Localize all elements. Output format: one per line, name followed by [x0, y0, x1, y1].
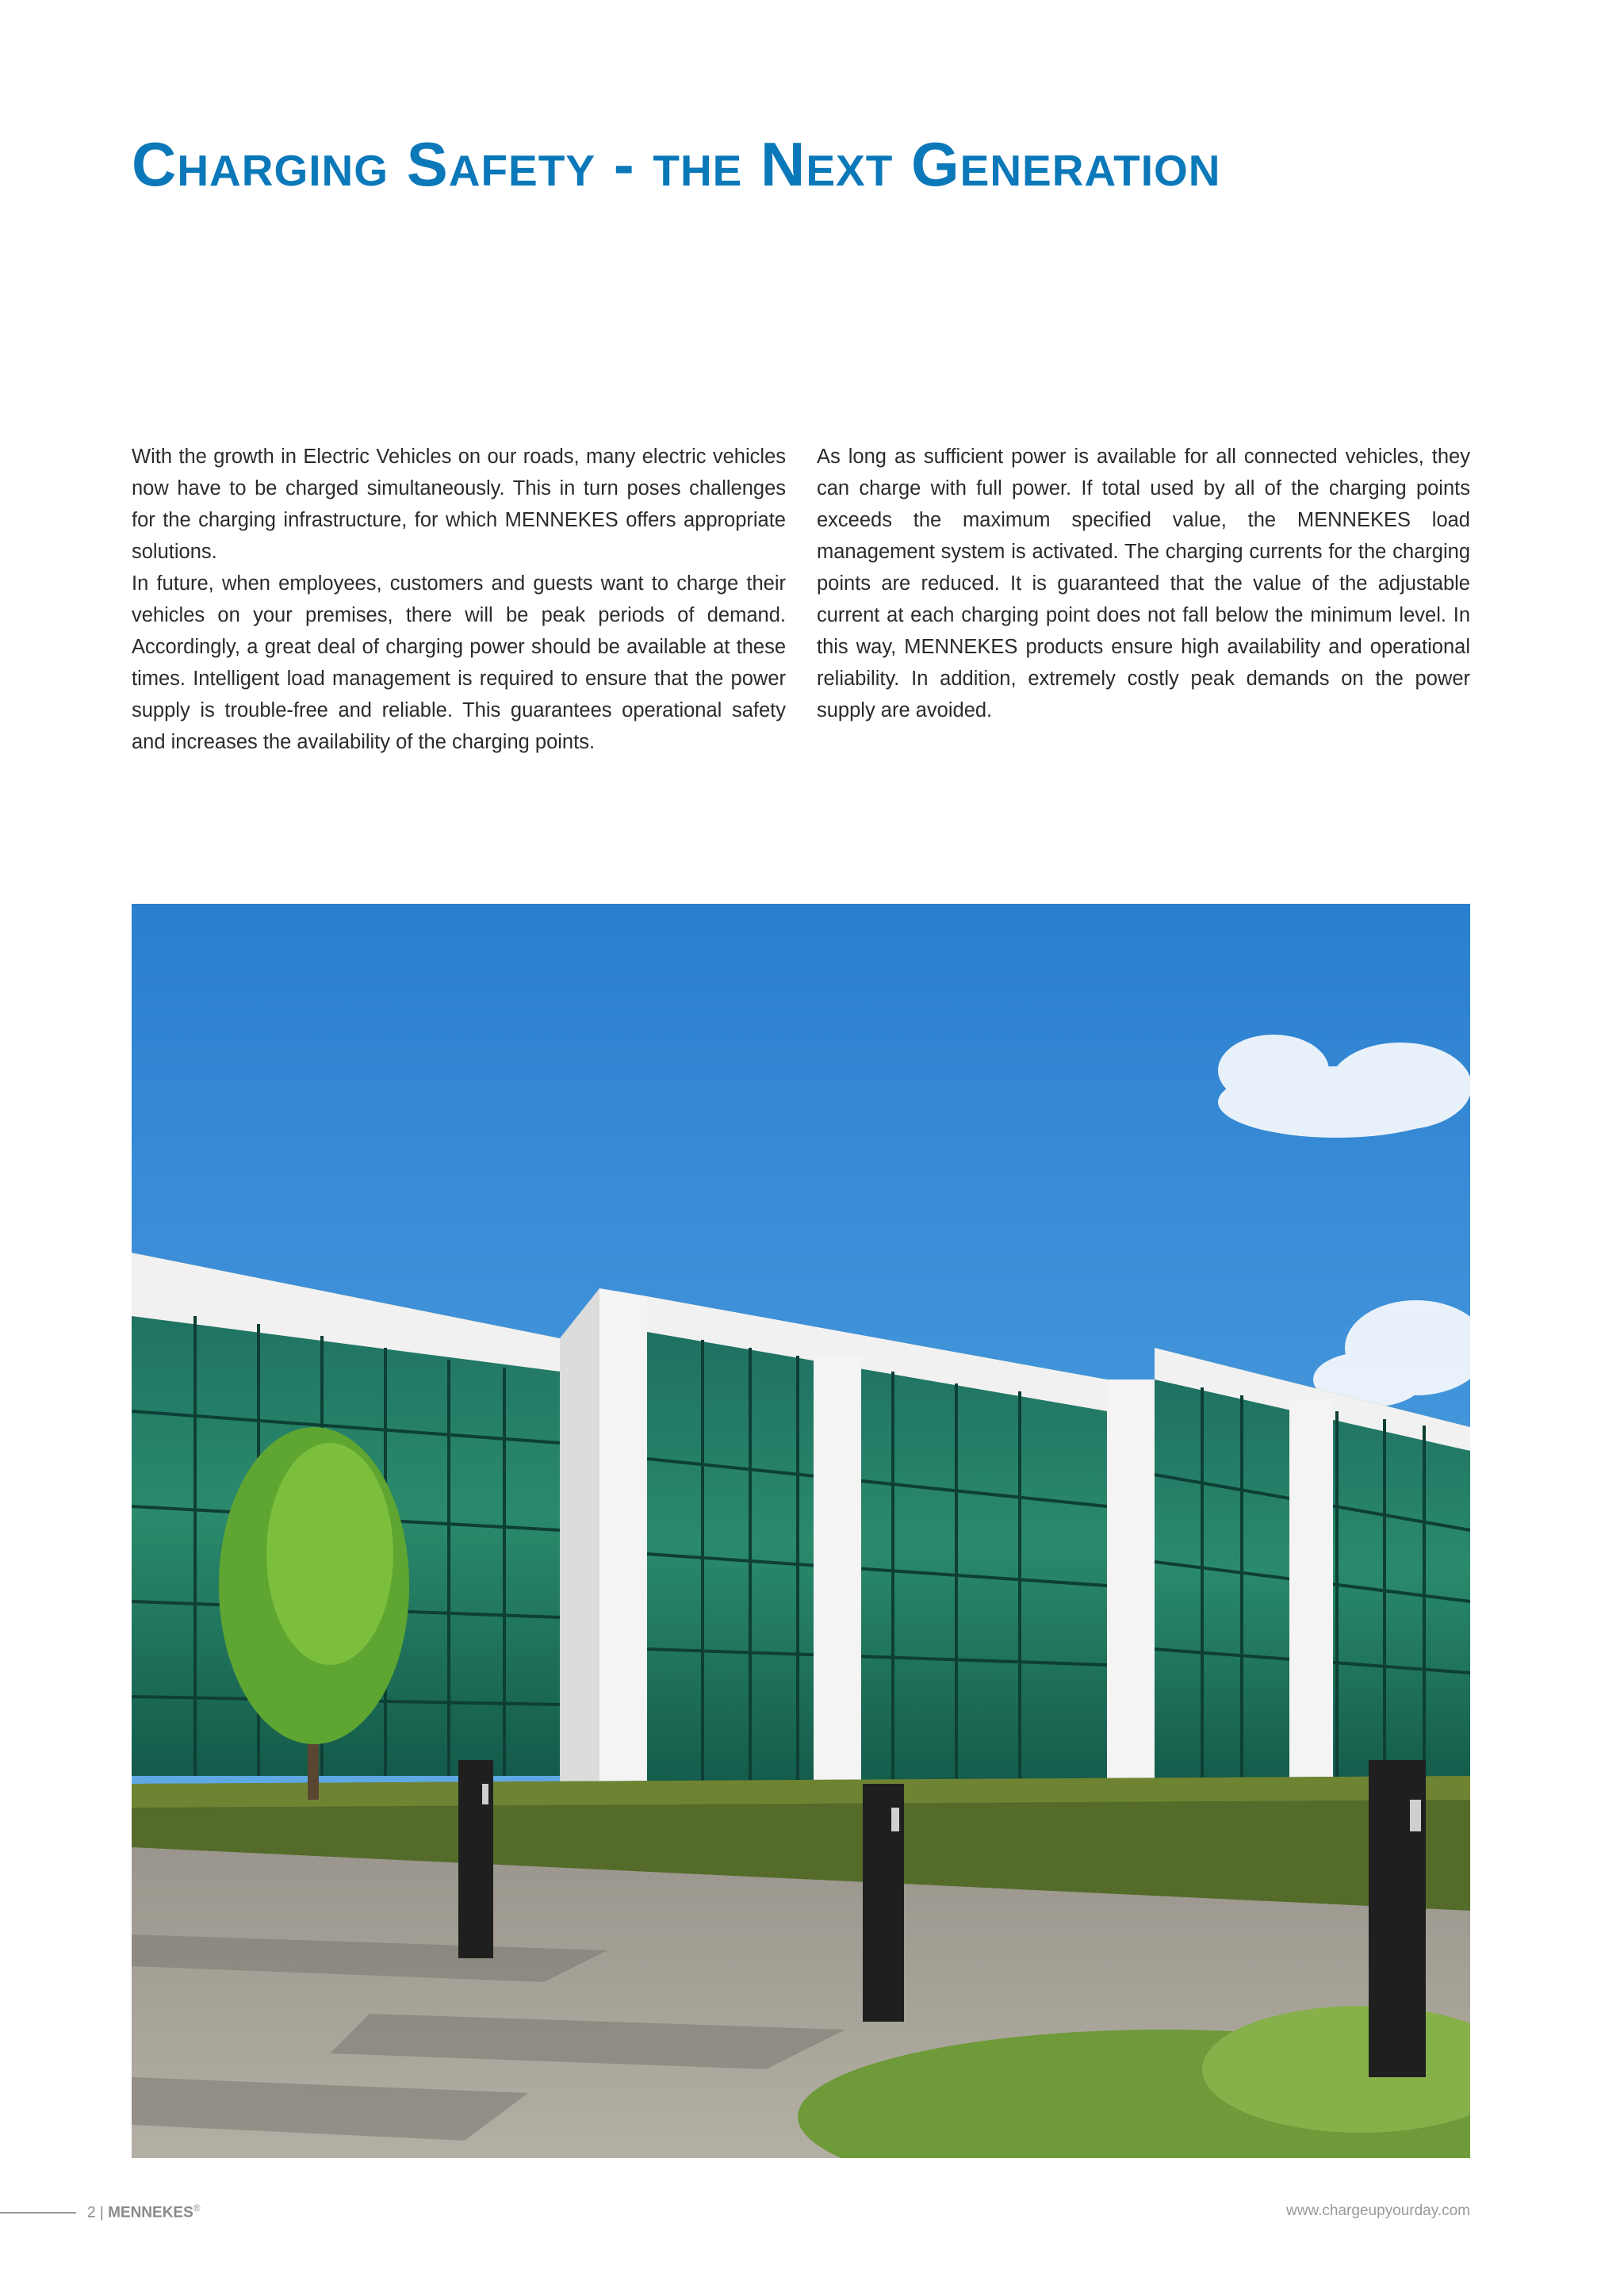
- footer-separator: |: [95, 2204, 109, 2221]
- footer-brand: MENNEKES: [108, 2204, 193, 2221]
- right-text-column: [817, 441, 1470, 726]
- paragraph: In future, when employees, customers and guests want to charge their vehicles on your premises, there will be peak periods of demand. Accordingly, a great deal of charging power should be available at these times. Intelligent load management is required to ensure that the power supply is trouble-free and reliable. This guarantees operational safety and increases the availability of the charging points.: [132, 572, 786, 753]
- footer-page-info: [87, 2202, 201, 2221]
- paragraph: With the growth in Electric Vehicles on our roads, many electric vehicles now have to be charged simultaneously. This in turn poses challenges for the charging infrastructure, for which MENNEKES offers appropriate solutions.: [132, 446, 786, 563]
- office-building-photo: [132, 904, 1470, 2158]
- footer-website[interactable]: www.chargeupyourday.com: [1286, 2202, 1470, 2219]
- page-title: Charging Safety - the Next Generation: [132, 129, 1221, 199]
- left-text-column: [132, 441, 786, 758]
- footer-rule: [0, 2212, 76, 2214]
- registered-mark: ®: [193, 2202, 201, 2214]
- page-number: 2: [87, 2204, 96, 2221]
- paragraph: As long as sufficient power is available for all connected vehicles, they can charge with full power. If total used by all of the charging points exceeds the maximum specified value, the MENNEKES load management system is activated. The charging currents for the charging points are reduced. It is guaranteed that the value of the adjustable current at each charging point does not fall below the minimum level. In this way, MENNEKES products ensure high availability and operational reliability. In addition, extremely costly peak demands on the power supply are avoided.: [817, 446, 1470, 721]
